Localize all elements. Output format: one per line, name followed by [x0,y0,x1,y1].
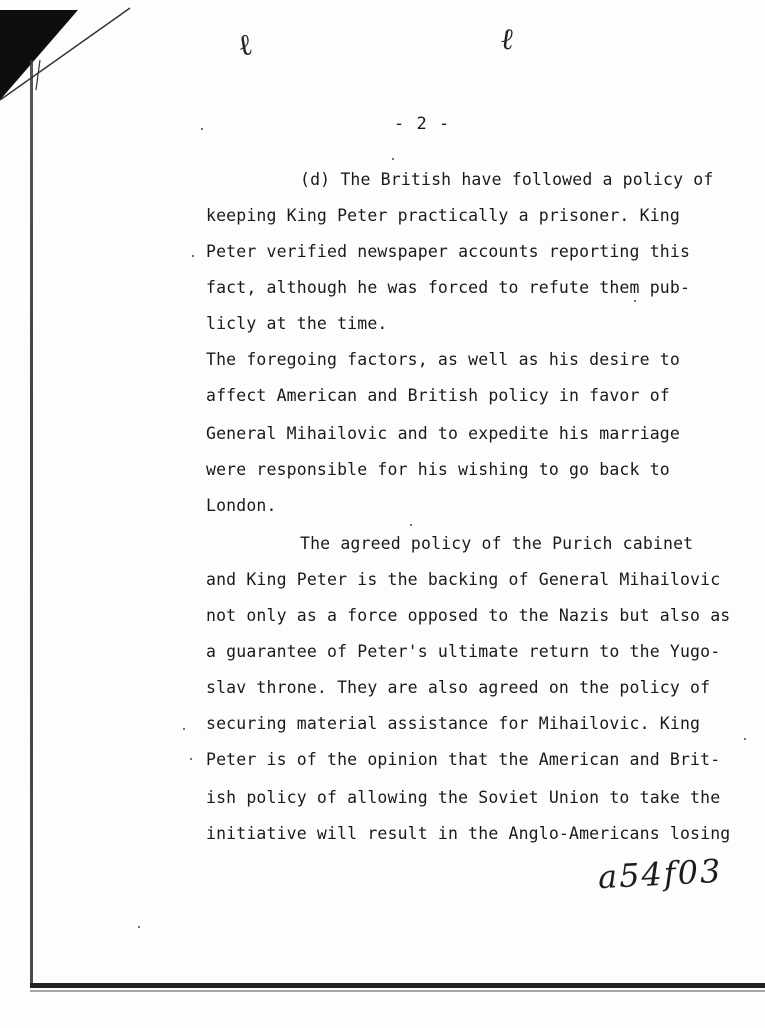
text-line: Peter verified newspaper accounts reporting this [206,242,691,261]
text-line: and King Peter is the backing of General Mihailovic [206,570,721,589]
folded-corner [0,0,140,110]
text-line: not only as a force opposed to the Nazis but also as [206,606,731,625]
scan-speck [190,758,192,760]
text-line: slav throne. They are also agreed on the policy of [206,678,711,697]
text-line: London. [206,496,277,515]
scan-bottom-edge [30,983,765,988]
scan-left-edge [30,60,33,985]
text-line: licly at the time. [206,314,388,333]
text-line: Peter is of the opinion that the American and Brit- [206,750,721,769]
text-line: (d) The British have followed a policy of [300,170,714,189]
handwritten-document-number: a54f03 [597,851,724,897]
text-line: The agreed policy of the Purich cabinet [300,534,694,553]
scan-speck [183,728,185,730]
text-line: The foregoing factors, as well as his desire to [206,350,680,369]
text-line: General Mihailovic and to expedite his marriage [206,424,680,443]
text-line: were responsible for his wishing to go back to [206,460,670,479]
scan-speck [634,300,636,302]
page-number: - 2 - [394,114,451,134]
scan-speck [192,255,194,257]
scan-bottom-edge-shadow [30,990,765,992]
staple-mark: ℓ [497,21,517,58]
text-line: securing material assistance for Mihailovic. King [206,714,701,733]
text-line: a guarantee of Peter's ultimate return to the Yugo- [206,642,721,661]
scan-speck [744,738,746,740]
staple-mark: ℓ [235,27,256,64]
scan-speck [201,128,203,130]
text-line: keeping King Peter practically a prisoner. King [206,206,680,225]
scan-speck [410,524,412,526]
scan-speck [392,158,394,160]
text-line: ish policy of allowing the Soviet Union to take the [206,788,721,807]
scan-speck [138,926,140,928]
text-line: fact, although he was forced to refute them pub- [206,278,691,297]
text-line: initiative will result in the Anglo-Americans losing [206,824,731,843]
text-line: affect American and British policy in favor of [206,386,670,405]
